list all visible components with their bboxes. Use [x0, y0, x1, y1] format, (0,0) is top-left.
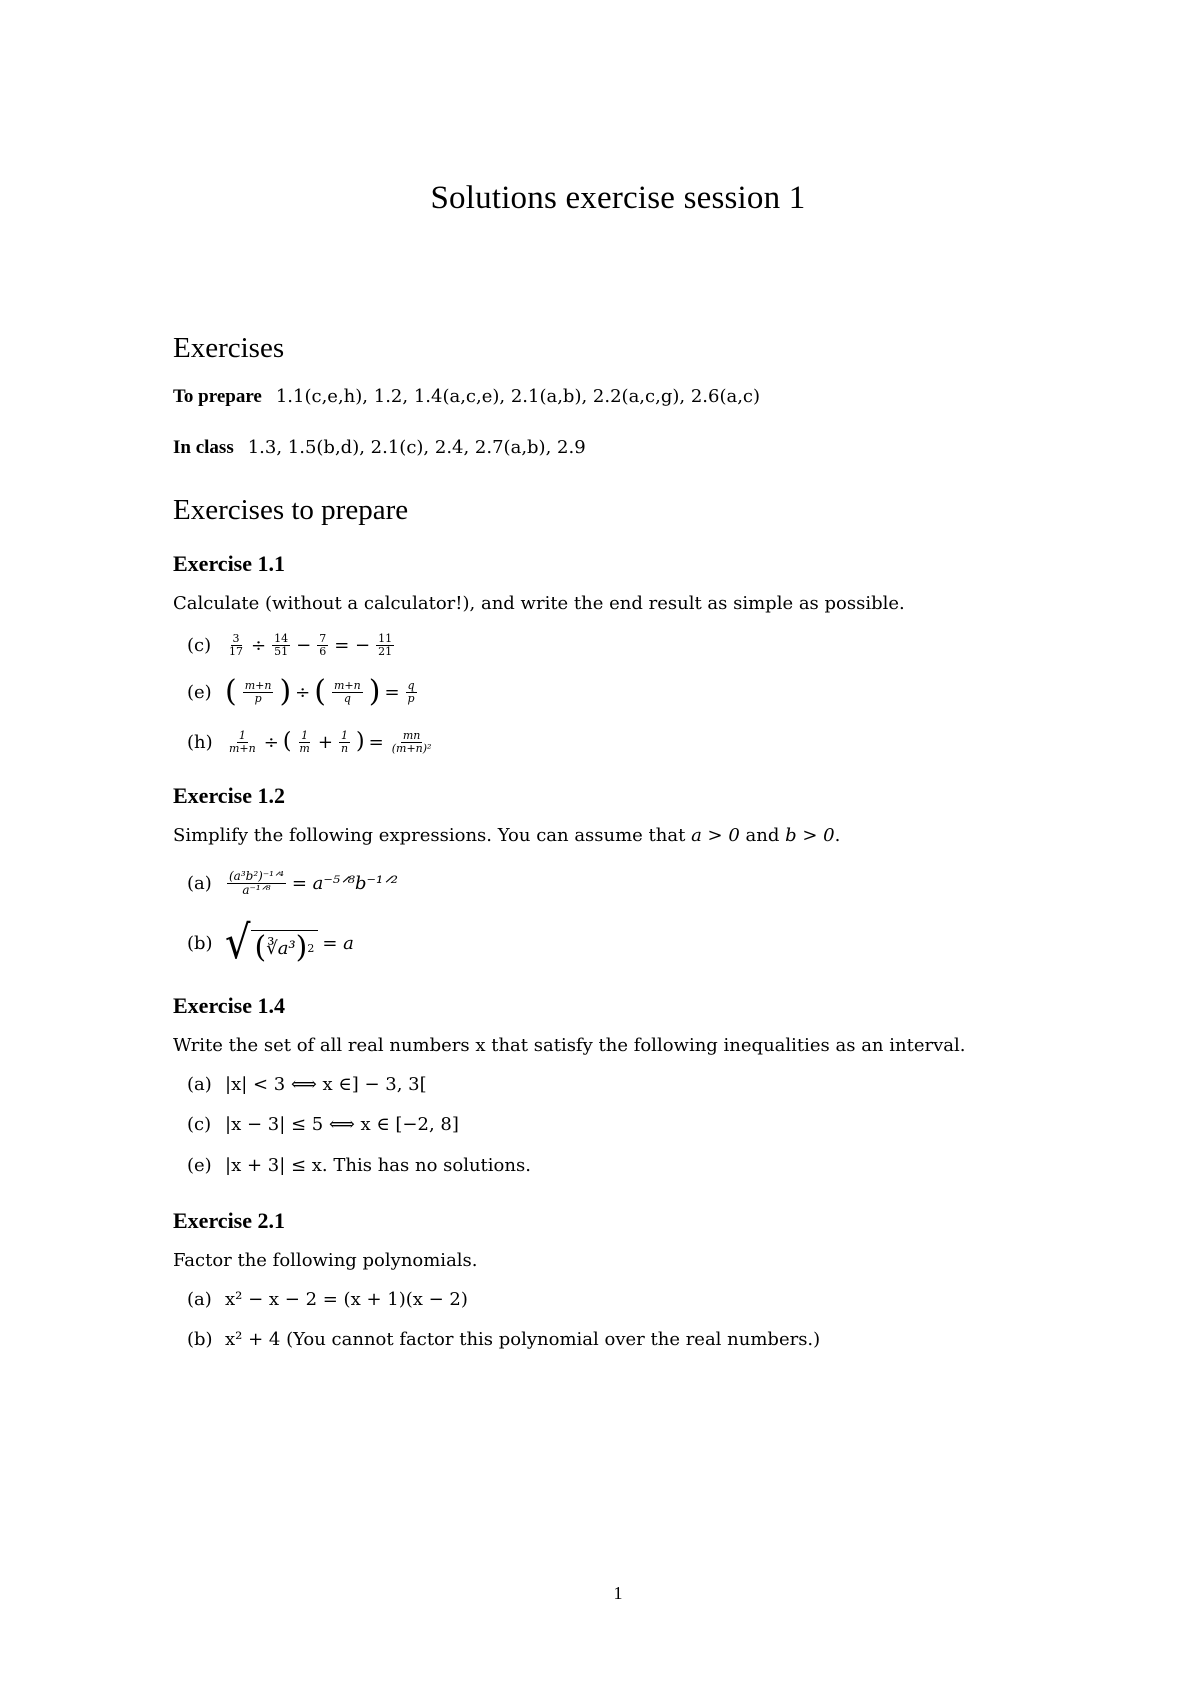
page-number: 1	[613, 1583, 623, 1603]
exercise-2-1-a	[187, 1289, 468, 1310]
exercises-heading: Exercises	[173, 332, 285, 364]
exercise-1-2-heading: Exercise 1.2	[173, 783, 286, 808]
fraction: $\frac{3}{17}$	[229, 631, 243, 658]
fraction: $\frac{14}{51}$	[274, 631, 289, 658]
exercise-1-1-e	[187, 670, 419, 714]
item-label: (e)	[187, 1155, 212, 1176]
fraction: $\frac{7}{6}$	[319, 631, 327, 658]
item-text: x² − x − 2 = (x + 1)(x − 2)	[225, 1289, 468, 1310]
exercise-1-2-a	[187, 860, 398, 906]
result: = a	[322, 932, 354, 954]
item-text: x² + 4 (You cannot factor this polynomial over the real numbers.)	[225, 1329, 821, 1350]
math-expression: $\frac{3}{17}$ ÷ $\frac{14}{51}$ − $\frac{7}{6}$ = − $\frac{11}{21}$	[229, 631, 393, 658]
in-class-line	[173, 437, 586, 459]
item-text: |x| < 3 ⟺ x ∈] − 3, 3[	[225, 1074, 427, 1095]
in-class-list: 1.3, 1.5(b,d), 2.1(c), 2.4, 2.7(a,b), 2.9	[247, 437, 586, 458]
exercise-1-1-heading: Exercise 1.1	[173, 551, 286, 576]
fraction: $\frac{1}{n}$	[340, 728, 349, 755]
item-label: (b)	[187, 1329, 213, 1350]
exercise-1-4-instruction: Write the set of all real numbers x that satisfy the following inequalities as an interval.	[173, 1035, 966, 1056]
exercise-1-1-h	[187, 720, 435, 764]
item-text: |x + 3| ≤ x. This has no solutions.	[225, 1155, 531, 1176]
fraction: $\frac{m+n}{q}$	[333, 678, 361, 705]
item-label: (c)	[187, 634, 212, 656]
fraction: $\frac{11}{21}$	[378, 631, 393, 658]
item-label: (a)	[187, 1289, 212, 1310]
period: .	[834, 825, 841, 846]
exercise-1-4-c	[187, 1114, 459, 1135]
math-expression	[225, 870, 398, 896]
exercise-1-2-instruction	[173, 825, 840, 846]
item-label: (b)	[187, 932, 213, 954]
to-prepare-label: To prepare	[173, 386, 262, 407]
exercise-2-1-b	[187, 1329, 820, 1350]
exercises-to-prepare-heading: Exercises to prepare	[173, 494, 409, 526]
math-expression	[225, 916, 354, 970]
exercise-2-1-instruction: Factor the following polynomials.	[173, 1250, 478, 1271]
condition-b: b > 0	[785, 825, 835, 846]
item-label: (h)	[187, 731, 213, 753]
conjunction: and	[739, 825, 786, 846]
fraction: $\frac{q}{p}$	[407, 678, 415, 705]
math-expression: $\frac{1}{m+n}$ ÷ ( $\frac{1}{m}$ + $\frac{1}{n}$ ) = $\frac{mn}{\text{(m+n)²}}$	[229, 728, 432, 755]
item-text: |x − 3| ≤ 5 ⟺ x ∈ [−2, 8]	[225, 1114, 459, 1135]
in-class-label: In class	[173, 437, 234, 458]
item-label: (a)	[187, 1074, 212, 1095]
cube-root: ∛a³	[266, 937, 296, 959]
fraction: $\frac{m+n}{p}$	[244, 678, 272, 705]
fraction: $\frac{\text{(a³b²)⁻¹ᐟ⁴}}{\text{a⁻¹ᐟ⁸}}$	[229, 868, 284, 897]
exercise-1-1-instruction: Calculate (without a calculator!), and write the end result as simple as possible.	[173, 593, 905, 614]
item-label: (a)	[187, 872, 212, 894]
exercise-1-1-c	[187, 625, 396, 665]
condition-a: a > 0	[691, 825, 740, 846]
to-prepare-line	[173, 386, 760, 408]
exercise-1-2-b	[187, 915, 354, 971]
exercise-2-1-heading: Exercise 2.1	[173, 1208, 286, 1233]
exercise-1-4-a	[187, 1074, 427, 1095]
instruction-text: Simplify the following expressions. You can assume that	[173, 825, 692, 846]
item-label: (e)	[187, 681, 212, 703]
document-title: Solutions exercise session 1	[430, 180, 806, 216]
exercise-1-4-heading: Exercise 1.4	[173, 993, 286, 1018]
to-prepare-list: 1.1(c,e,h), 1.2, 1.4(a,c,e), 2.1(a,b), 2.2(a,c,g), 2.6(a,c)	[275, 386, 761, 407]
exercise-1-4-e	[187, 1155, 531, 1176]
fraction: $\frac{1}{m}$	[299, 728, 310, 755]
result: = a⁻⁵ᐟ⁸b⁻¹ᐟ²	[291, 872, 399, 894]
math-expression: ( $\frac{m+n}{p}$ ) ÷ ( $\frac{m+n}{q}$ ) = $\frac{q}{p}$	[225, 674, 415, 709]
square-root: √ ( ∛a³ ) 2	[225, 923, 318, 963]
item-label: (c)	[187, 1114, 212, 1135]
fraction: $\frac{1}{m+n}$	[229, 728, 256, 755]
fraction: $\frac{mn}{\text{(m+n)²}}$	[391, 728, 432, 755]
